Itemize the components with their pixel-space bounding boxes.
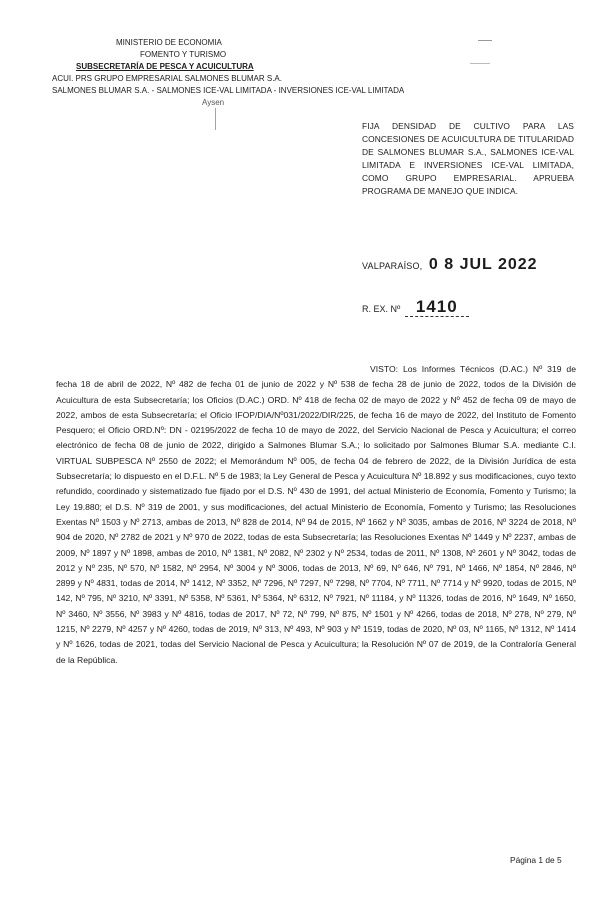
date-city: VALPARAÍSO, [362,261,423,271]
visto-label: VISTO: [370,364,399,374]
page-number: Página 1 de 5 [510,855,562,865]
visto-text: Los Informes Técnicos (D.AC.) Nº 319 de fecha 18 de abril de 2022, Nº 482 de fecha 01 de junio de 2022 y Nº 538 de fecha 28 de junio de 2022, todos de la División de Acuicultura de esta Subsecretaría; los Oficios (D.AC.) ORD. Nº 418 de fecha 02 de mayo de 2022 y Nº 452 de fecha 09 de mayo de 2022, ambos de esta Subsecretaría; el Oficio IFOP/DIA/Nº031/2022/DIR/225, de fecha 16 de mayo de 2022, del Instituto de Fomento Pesquero; el Oficio ORD.Nº: DN - 02195/2022 de fecha 10 de mayo de 2022, del Servicio Nacional de Pesca y Acuicultura; el correo electrónico de fecha 08 de junio de 2022, dirigido a Salmones Blumar S.A.; lo solicitado por Salmones Blumar S.A. mediante C.I. VIRTUAL SUBPESCA Nº 2550 de 2022; el Memorándum Nº 005, de fecha 04 de febrero de 2022, de la División Jurídica de esta Subsecretaría; lo dispuesto en el D.F.L. Nº 5 de 1983; la Ley General de Pesca y Acuicultura Nº 18.892 y sus modificaciones, cuyo texto refundido, coordinado y sistematizado fue fijado por el D.S. Nº 430 de 1991, del actual Ministerio de Economía, Fomento y Turismo; la Ley 19.880; el D.S. Nº 319 de 2001, y sus modificaciones, del actual Ministerio de Economía, Fomento y Turismo; las Resoluciones Exentas Nº 1503 y Nº 2713, ambas de 2013, Nº 828 de 2014, Nº 94 de 2015, Nº 1662 y Nº 3035, ambas de 2016, Nº 3224 de 2018, Nº 904 de 2020, Nº 2782 de 2021 y Nº 970 de 2022, todas de esta Subsecretaría; las Resoluciones Exentas Nº 1449 y Nº 2237, ambas de 2009, Nº 1897 y Nº 1898, ambas de 2010, Nº 1381, Nº 2082, Nº 2302 y Nº 2534, todas de 2011, Nº 1308, Nº 2601 y Nº 3042, todas de 2012 y Nº 235, Nº 570, Nº 1582, Nº 2954, Nº 3004 y Nº 3006, todas de 2013, Nº 69, Nº 646, Nº 791, Nº 1466, Nº 1854, Nº 2846, Nº 2899 y Nº 4831, todas de 2014, Nº 1412, Nº 3352, Nº 7296, Nº 7297, Nº 7298, Nº 7704, Nº 7711, Nº 7714 y Nº 9920, todas de 2015, Nº 142, Nº 795, Nº 3210, Nº 3391, Nº 5358, Nº 5361, Nº 5364, Nº 6312, Nº 7921, Nº 11184, y Nº 11326, todas de 2016, Nº 1649, Nº 1650, Nº 3460, Nº 3556, Nº 3983 y Nº 4816, todas de 2017, Nº 72, Nº 799, Nº 875, Nº 1501 y Nº 4266, todas de 2018, Nº 278, Nº 279, Nº 1215, Nº 2279, Nº 4257 y Nº 4260, todas de 2019, Nº 313, Nº 493, Nº 903 y Nº 1519, todas de 2020, Nº 03, Nº 1165, Nº 1312, Nº 1414 y Nº 1626, todas de 2021, todas del Servicio Nacional de Pesca y Acuicultura; la Resolución Nº 07 de 2019, de la Contraloría General de la República. [56,364,576,665]
header-file-ref: ACUI. PRS GRUPO EMPRESARIAL SALMONES BLUMAR S.A. [52,74,282,83]
resolution-summary: FIJA DENSIDAD DE CULTIVO PARA LAS CONCESIONES DE ACUICULTURA DE TITULARIDAD DE SALMONES BLUMAR S.A., SALMONES ICE-VAL LIMITADA E INVERSIONES ICE-VAL LIMITADA, COMO GRUPO EMPRESARIAL. APRUEBA PROGRAMA DE MANEJO QUE INDICA. [362,121,574,196]
header-ministry: MINISTERIO DE ECONOMIA [116,38,222,47]
date-stamp: 0 8 JUL 2022 [428,256,538,273]
stamp-mark [215,108,236,130]
resolution-number: 1410 [405,298,469,317]
scan-mark [470,63,490,64]
header-ministry-sub: FOMENTO Y TURISMO [140,50,227,59]
header-subsecretariat: SUBSECRETARÍA DE PESCA Y ACUICULTURA [76,62,254,71]
institution-header [52,37,452,109]
scan-mark [478,40,492,41]
header-region: Aysen [202,98,225,107]
visto-paragraph [56,362,576,668]
resolution-number-line [362,298,469,317]
date-line [362,256,538,274]
header-companies: SALMONES BLUMAR S.A. - SALMONES ICE-VAL LIMITADA - INVERSIONES ICE-VAL LIMITADA [52,86,405,95]
resolution-number-label: R. EX. Nº [362,304,401,314]
